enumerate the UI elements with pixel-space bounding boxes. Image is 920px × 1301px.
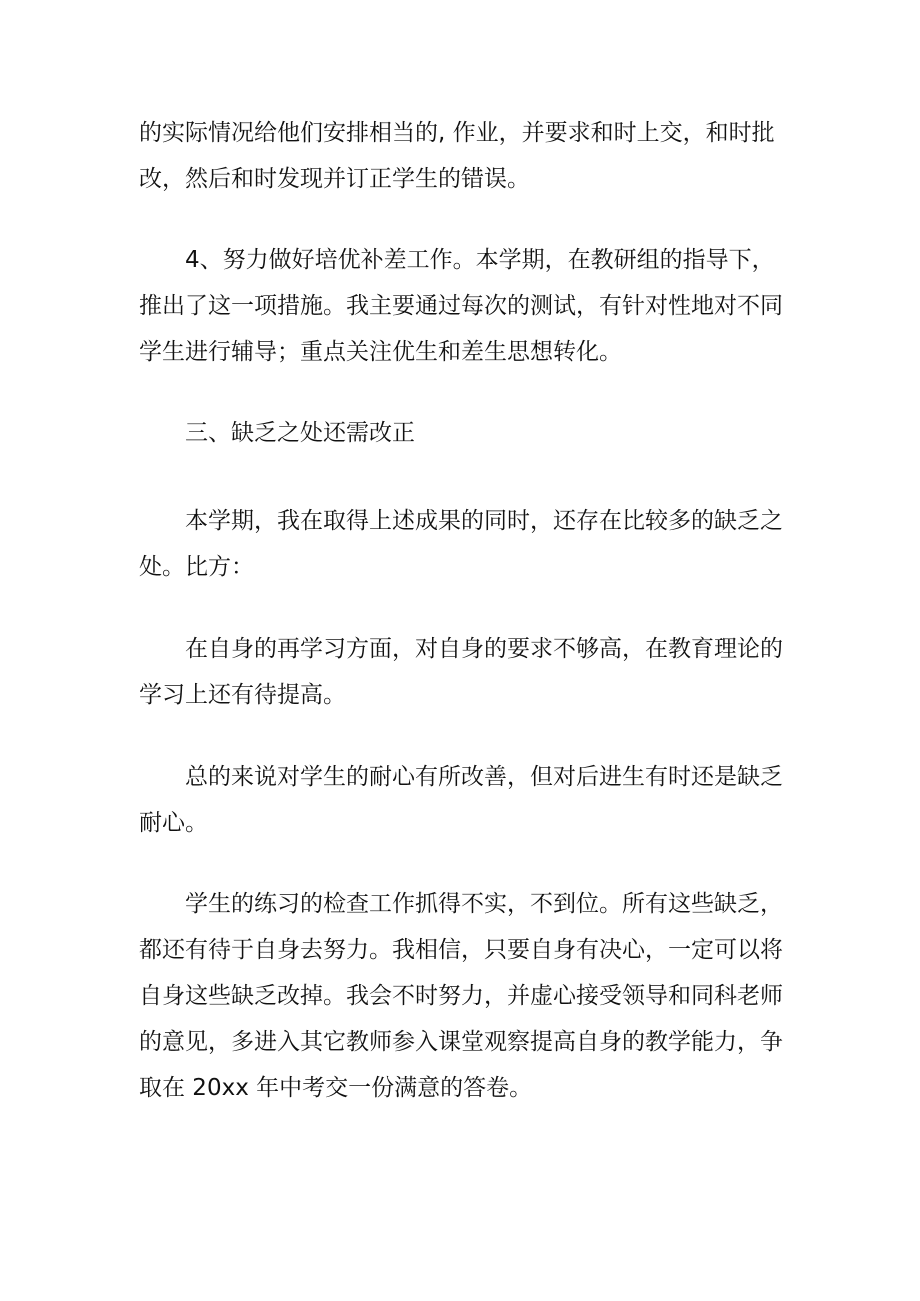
paragraph-line: 在自身的再学习方面，对自身的要求不够高，在教育理论的 (185, 636, 783, 662)
paragraph-line: 本学期，我在取得上述成果的同时，还存在比较多的缺乏之 (185, 508, 783, 534)
paragraph-line: 总的来说对学生的耐心有所改善，但对后进生有时还是缺乏 (185, 764, 783, 790)
paragraph-line: 的意见，多进入其它教师参入课堂观察提高自身的教学能力，争 (139, 1029, 783, 1055)
paragraph-practice (139, 881, 789, 1111)
paragraph-line: 取在 20xx 年中考交一份满意的答卷。 (139, 1075, 533, 1101)
paragraph-intro (139, 498, 789, 590)
paragraph-line: 改，然后和时发现并订正学生的错误。 (139, 166, 530, 192)
paragraph-line: 学生的练习的检查工作抓得不实，不到位。所有这些缺乏， (185, 891, 783, 917)
paragraph-line: 学生进行辅导；重点关注优生和差生思想转化。 (139, 339, 622, 365)
paragraph-line: 耐心。 (139, 810, 208, 836)
paragraph-patience (139, 754, 789, 846)
paragraph-continuation (139, 110, 789, 202)
paragraph-line: 学习上还有待提高。 (139, 682, 346, 708)
paragraph-line: 自身这些缺乏改掉。我会不时努力，并虚心接受领导和同科老师 (139, 983, 783, 1009)
paragraph-line: 推出了这一项措施。我主要通过每次的测试，有针对性地对不同 (139, 293, 783, 319)
paragraph-line: 4、努力做好培优补差工作。本学期，在教研组的指导下， (185, 247, 775, 273)
section-heading (139, 410, 789, 456)
paragraph-line: 都还有待于自身去努力。我相信，只要自身有决心，一定可以将 (139, 937, 783, 963)
paragraph-item-4 (139, 237, 789, 375)
paragraph-line: 的实际情况给他们安排相当的, 作业，并要求和时上交，和时批 (139, 120, 775, 146)
paragraph-line: 处。比方： (139, 554, 254, 580)
heading-line: 三、缺乏之处还需改正 (185, 420, 415, 446)
paragraph-study (139, 626, 789, 718)
